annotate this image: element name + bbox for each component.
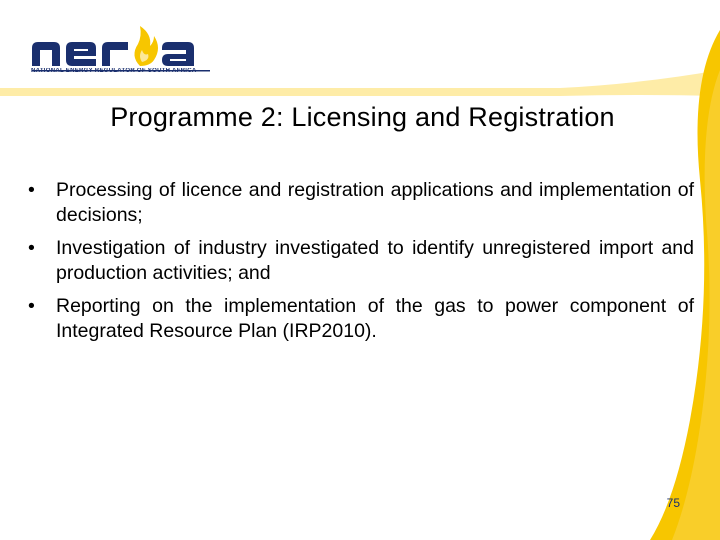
bullet-item bbox=[26, 178, 694, 228]
bullet-dot: • bbox=[28, 237, 35, 259]
bullet-item bbox=[26, 236, 694, 286]
bullet-text: Reporting on the implementation of the gas to power component of Integrated Resource Plan (IRP2010). bbox=[56, 295, 694, 342]
bullet-dot: • bbox=[28, 295, 35, 317]
logo-letter-n bbox=[32, 42, 60, 66]
logo-tagline: NATIONAL ENERGY REGULATOR OF SOUTH AFRICA bbox=[31, 68, 197, 74]
logo-letter-e bbox=[66, 42, 96, 66]
bullet-item bbox=[26, 294, 694, 344]
slide-title: Programme 2: Licensing and Registration bbox=[110, 102, 615, 132]
logo-letter-a bbox=[162, 42, 194, 66]
logo-letter-r bbox=[102, 42, 128, 66]
page-number: 75 bbox=[666, 496, 680, 510]
bullet-text: Processing of licence and registration applications and implementation of decisions; bbox=[56, 179, 694, 226]
bullet-list bbox=[26, 178, 694, 352]
bullet-dot: • bbox=[28, 179, 35, 201]
bullet-text: Investigation of industry investigated to identify unregistered import and production activities; and bbox=[56, 237, 694, 284]
